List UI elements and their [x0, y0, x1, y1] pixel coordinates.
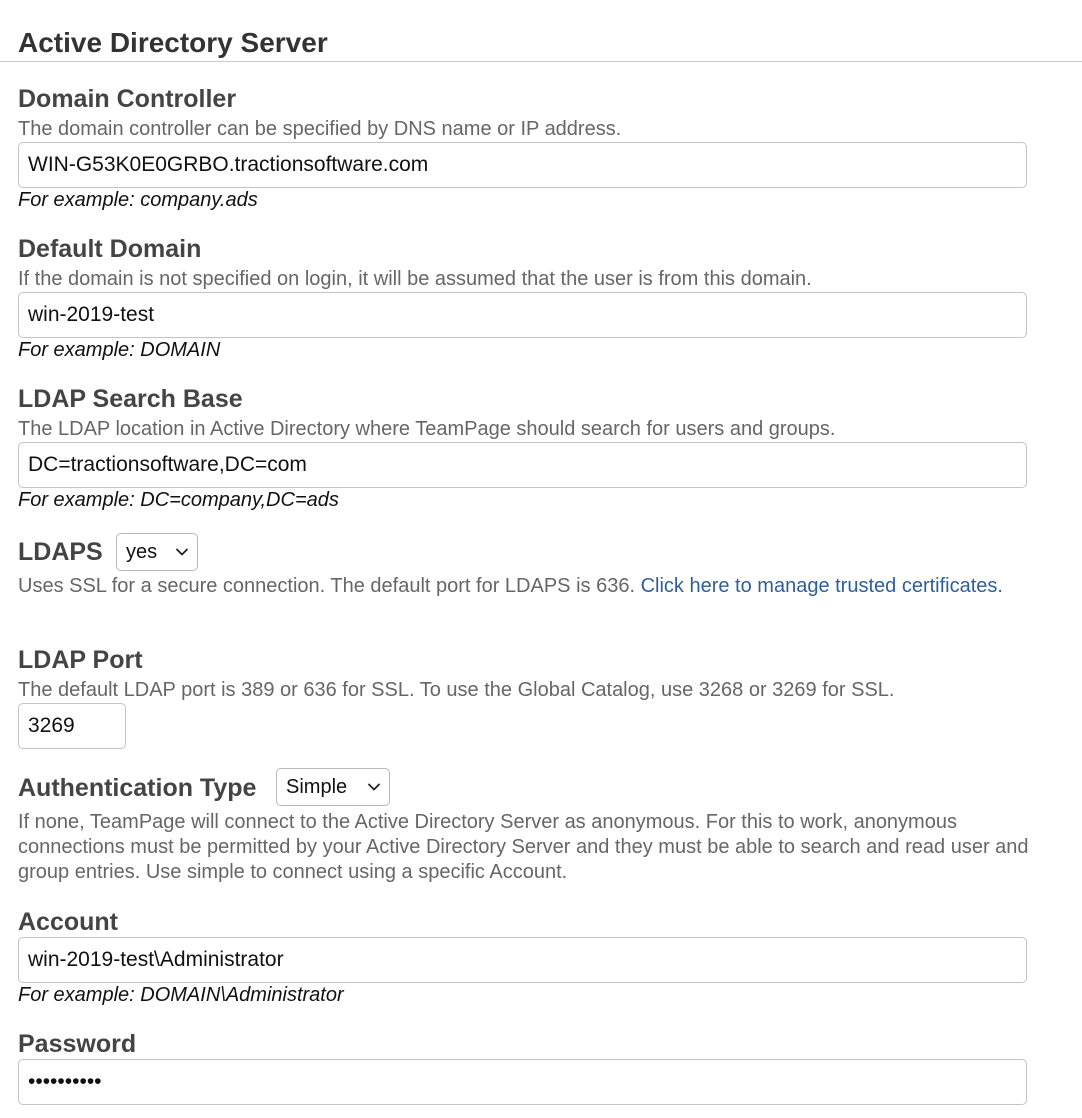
chevron-down-icon: [367, 780, 381, 794]
section-divider: [0, 61, 1082, 62]
ldap-search-base-label: LDAP Search Base: [18, 385, 243, 413]
account-example: For example: DOMAIN\Administrator: [18, 984, 344, 1006]
ldap-search-base-input[interactable]: [18, 442, 1027, 488]
domain-controller-label: Domain Controller: [18, 85, 237, 113]
default-domain-description: If the domain is not specified on login, it will be assumed that the user is from this domain.: [18, 268, 812, 290]
chevron-down-icon: [175, 545, 189, 559]
ldaps-select-value: yes: [126, 540, 158, 563]
authentication-type-description: If none, TeamPage will connect to the Active Directory Server as anonymous. For this to work, anonymous connections must be permitted by your Active Directory Server and they must be able to search and read user and group entries. Use simple to connect using a specific Account.: [18, 811, 1029, 883]
ldaps-description-block: [18, 574, 1063, 599]
authentication-type-select[interactable]: [276, 768, 390, 806]
ldaps-description: Uses SSL for a secure connection. The default port for LDAPS is 636.: [18, 575, 636, 597]
ldap-port-label: LDAP Port: [18, 646, 143, 674]
domain-controller-example: For example: company.ads: [18, 189, 258, 211]
ldaps-select[interactable]: [116, 533, 198, 571]
default-domain-label: Default Domain: [18, 235, 202, 263]
account-input[interactable]: [18, 937, 1027, 983]
domain-controller-input[interactable]: [18, 142, 1027, 188]
section-title: Active Directory Server: [18, 27, 328, 58]
default-domain-input[interactable]: [18, 292, 1027, 338]
ldaps-label: LDAPS: [18, 538, 103, 566]
authentication-type-select-value: Simple: [286, 775, 348, 798]
password-label: Password: [18, 1030, 137, 1058]
account-label: Account: [18, 908, 118, 936]
password-input[interactable]: [18, 1059, 1027, 1105]
authentication-type-label: Authentication Type: [18, 774, 257, 802]
default-domain-example: For example: DOMAIN: [18, 339, 221, 361]
ldap-port-description: The default LDAP port is 389 or 636 for SSL. To use the Global Catalog, use 3268 or 3269 for SSL.: [18, 679, 895, 701]
manage-certificates-link[interactable]: Click here to manage trusted certificates.: [640, 575, 1003, 597]
ldap-search-base-example: For example: DC=company,DC=ads: [18, 489, 339, 511]
domain-controller-description: The domain controller can be specified by DNS name or IP address.: [18, 118, 622, 140]
ldap-port-input[interactable]: [18, 703, 126, 749]
ldap-search-base-description: The LDAP location in Active Directory where TeamPage should search for users and groups.: [18, 418, 836, 440]
